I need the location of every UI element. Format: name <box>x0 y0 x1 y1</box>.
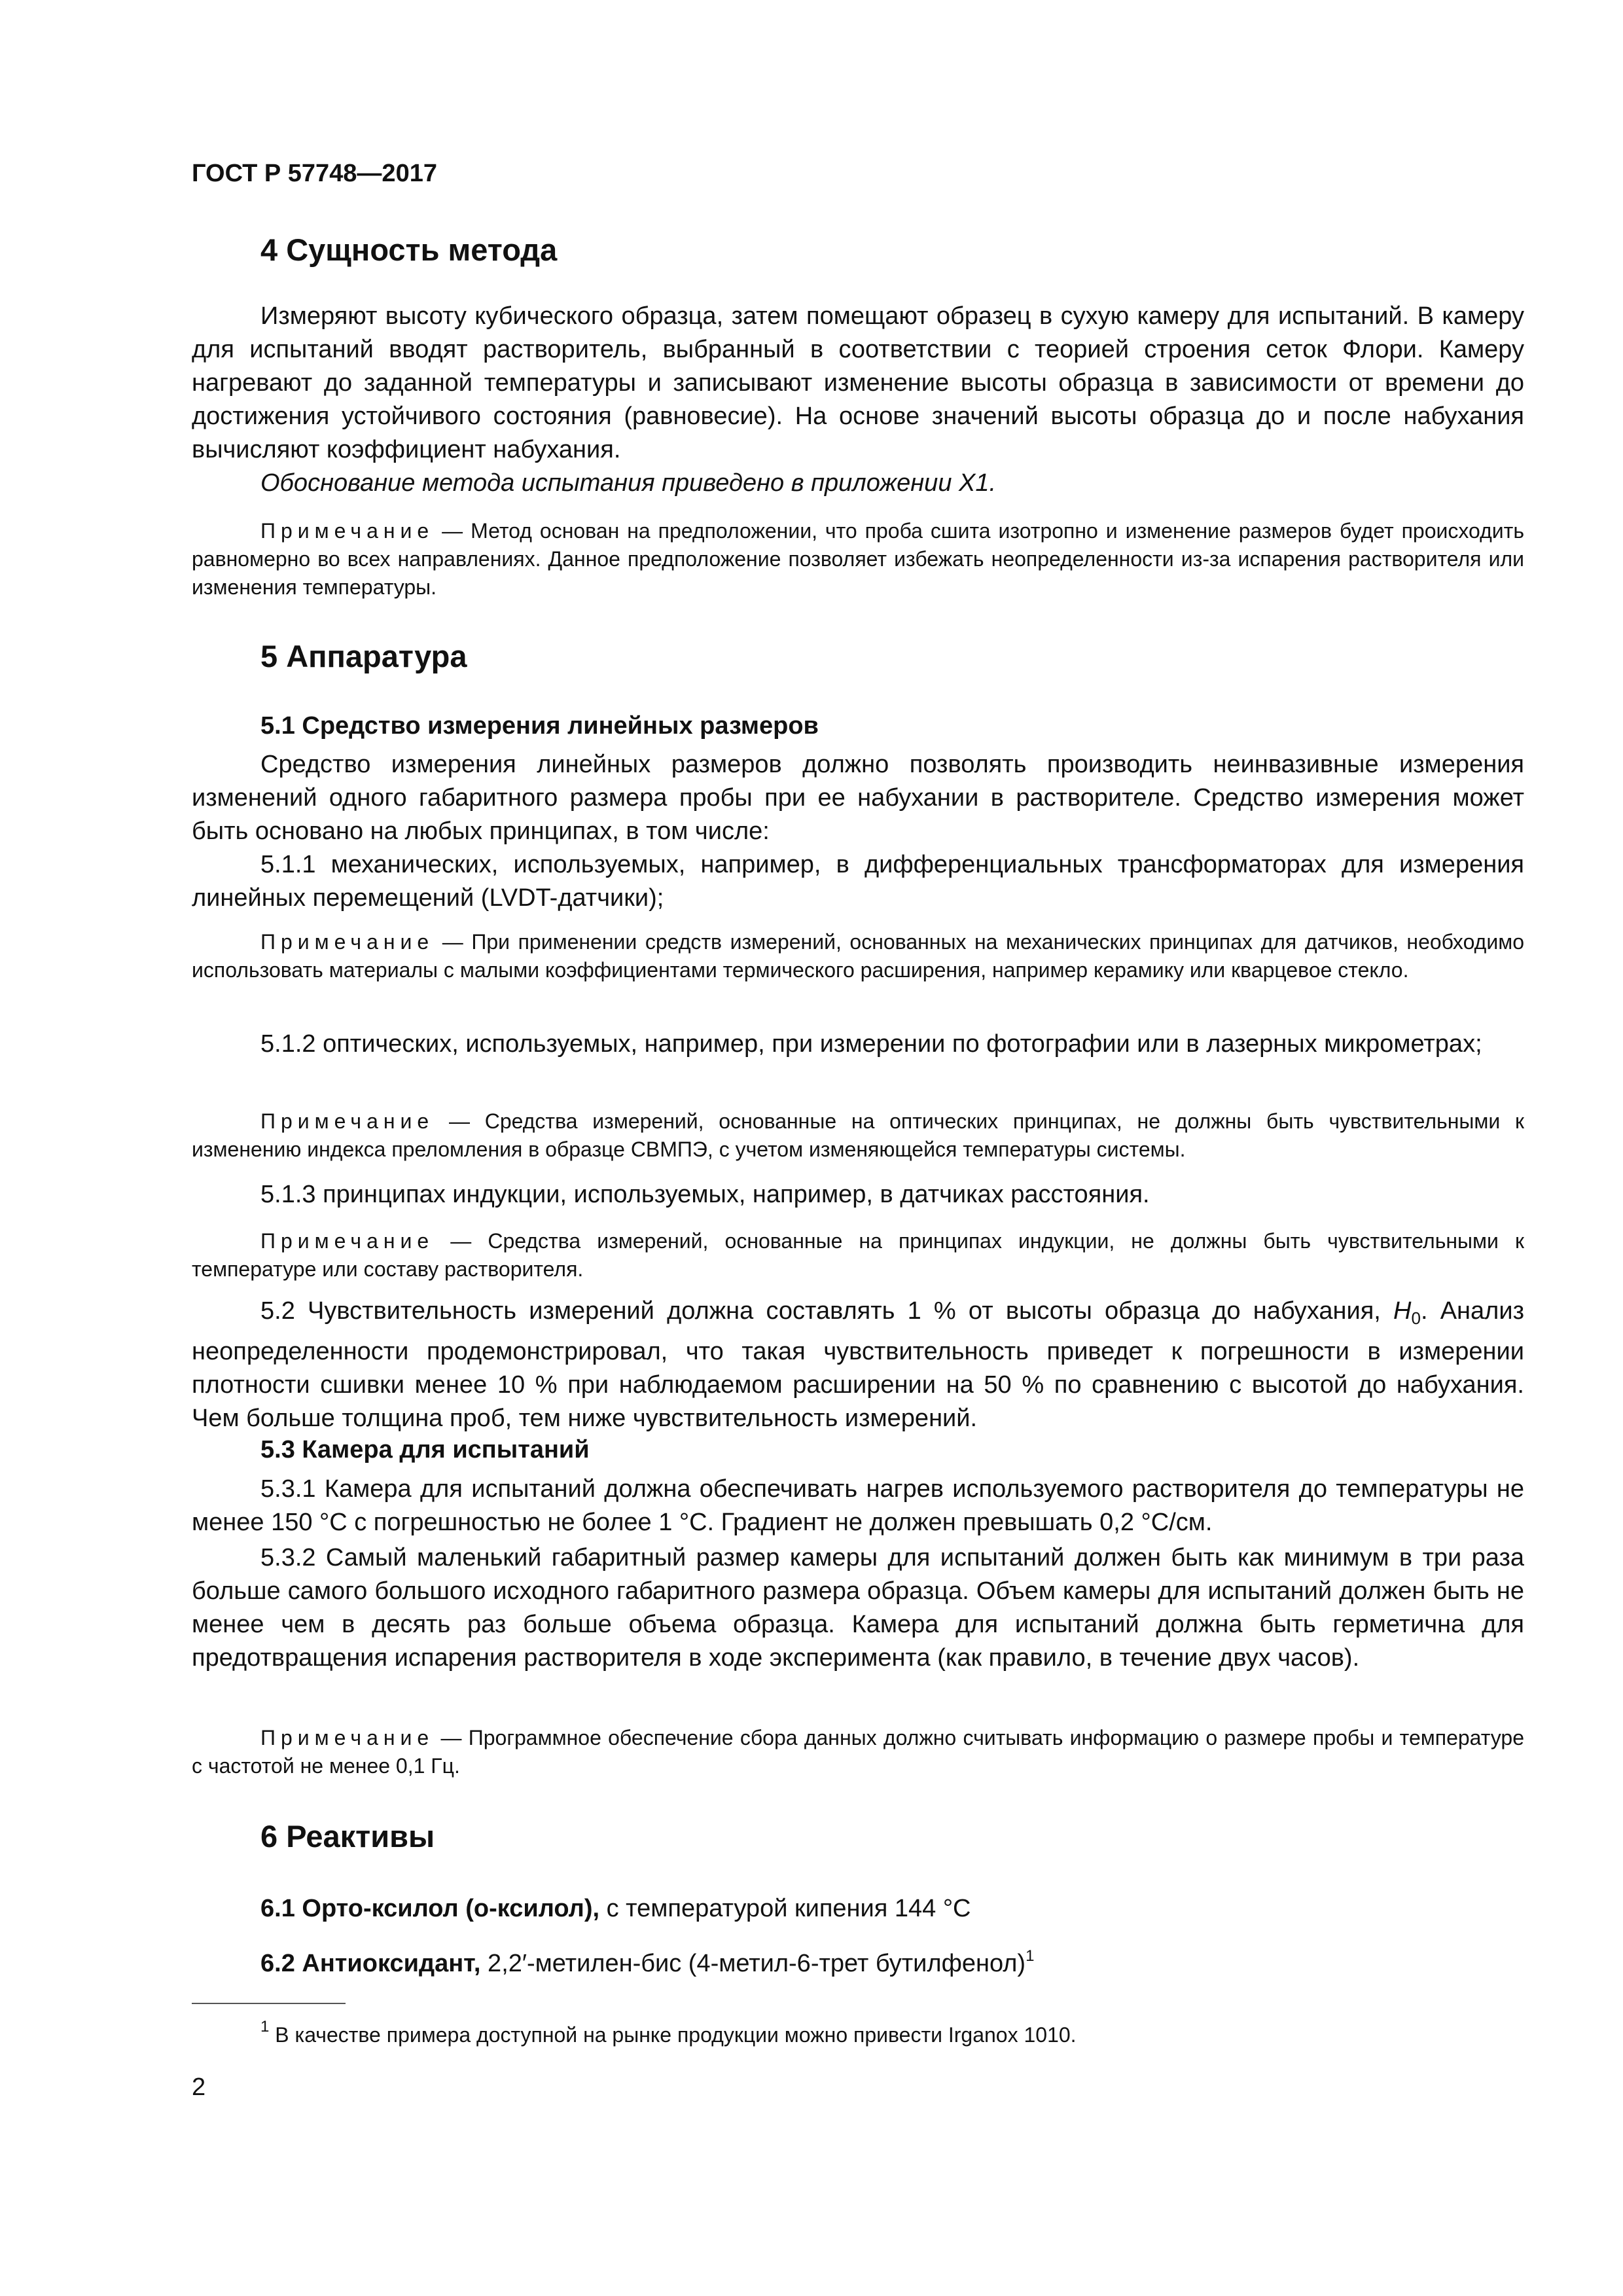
note-text: — Метод основан на предположении, что проба сшита изотропно и изменение размеров будет происходить равномерно во всех направлениях. Данное предположение позволяет избежать неопределенности из-за испарения растворителя или изменения температуры. <box>192 519 1524 599</box>
section-4-paragraph: Измеряют высоту кубического образца, затем помещают образец в сухую камеру для испытаний. В камеру для испытаний вводят растворитель, выбранный в соответствии с теорией строения сеток Флори. Камеру нагревают до заданной температуры и записывают изменение высоты образца в зависимости от времени до достижения устойчивого состояния (равновесие). На основе значений высоты образца до и после набухания вычисляют коэффициент набухания. <box>192 302 1524 463</box>
clause-5-2-end: . Анализ неопределенности продемонстрировал, что такая чувствительность приведет к погрешности в измерении плотности сшивки менее 10 % при наблюдаемом расширении на 50 % по сравнению с высотой до набухания. Чем больше толщина проб, тем ниже чувствительность измерений. <box>192 1297 1524 1432</box>
section-5-title: 5 Аппаратура <box>260 639 467 673</box>
clause-5-1-3: 5.1.3 принципах индукции, используемых, например, в датчиках расстояния. <box>260 1181 1150 1208</box>
clause-5-1-1-note <box>192 928 1524 984</box>
section-6-title: 6 Реактивы <box>260 1819 435 1854</box>
clause-5-3-2: 5.3.2 Самый маленький габаритный размер камеры для испытаний должен быть как минимум в три раза больше самого большого исходного габаритного размера образца. Объем камеры для испытаний должен быть не менее чем в десять раз больше объема образца. Камера для испытаний должна быть герметична для предотвращения испарения растворителя в ходе эксперимента (как правило, в течение двух часов). <box>192 1544 1524 1672</box>
footnote-mark: 1 <box>260 2018 270 2036</box>
note-label: Примечание <box>260 1726 435 1749</box>
clause-5-3-note <box>192 1724 1524 1780</box>
section-5-1-paragraph: Средство измерения линейных размеров должно позволять производить неинвазивные измерения изменений одного габаритного размера пробы при ее набухании в растворителе. Средство измерения может быть основано на любых принципах, в том числе: <box>192 751 1524 845</box>
clause-5-2 <box>192 1295 1524 1435</box>
section-4-justification: Обоснование метода испытания приведено в приложении X1. <box>260 469 997 497</box>
note-label: Примечание <box>260 1109 435 1133</box>
note-label: Примечание <box>260 1229 435 1253</box>
note-label: Примечание <box>260 519 435 543</box>
note-text: — Средства измерений, основанные на принципах индукции, не должны быть чувствительными к температуре или составу растворителя. <box>192 1229 1524 1281</box>
footnote-text: В качестве примера доступной на рынке продукции можно привести Irganox 1010. <box>269 2023 1077 2047</box>
note-text: — Средства измерений, основанные на оптических принципах, не должны быть чувствительными к изменению индекса преломления в образце СВМПЭ, с учетом изменяющейся температуры системы. <box>192 1109 1524 1161</box>
note-text: — Программное обеспечение сбора данных должно считывать информацию о размере пробы и температуре с частотой не менее 0,1 Гц. <box>192 1726 1524 1778</box>
item-6-1-name: 6.1 Орто-ксилол (о-ксилол), <box>260 1895 600 1922</box>
clause-5-1-1: 5.1.1 механических, используемых, например, в дифференциальных трансформаторах для измерения линейных перемещений (LVDT-датчики); <box>192 851 1524 912</box>
note-label: Примечание <box>260 930 435 954</box>
item-6-1-desc: с температурой кипения 144 °С <box>599 1895 971 1922</box>
page-number: 2 <box>192 2073 206 2101</box>
section-5-3-title: 5.3 Камера для испытаний <box>260 1436 590 1463</box>
item-6-2-desc: 2,2′-метилен-бис (4-метил-6-трет бутилфенол) <box>480 1950 1026 1977</box>
height-subscript: 0 <box>1411 1308 1421 1328</box>
footnote-separator <box>192 2003 346 2004</box>
section-5-1-title: 5.1 Средство измерения линейных размеров <box>260 712 819 740</box>
note-text: — При применении средств измерений, основанных на механических принципах для датчиков, необходимо использовать материалы с малыми коэффициентами термического расширения, например керамику или кварцевое стекло. <box>192 930 1524 982</box>
clause-5-2-start: 5.2 Чувствительность измерений должна составлять 1 % от высоты образца до набухания, <box>260 1297 1394 1325</box>
footnote <box>192 2013 1524 2049</box>
item-6-2 <box>260 1939 1524 1981</box>
section-4-note <box>192 517 1524 601</box>
item-6-1 <box>260 1892 1524 1926</box>
footnote-ref: 1 <box>1026 1947 1035 1965</box>
section-4-title: 4 Сущность метода <box>260 232 558 267</box>
height-symbol: H <box>1393 1297 1412 1325</box>
item-6-2-name: 6.2 Антиоксидант, <box>260 1950 481 1977</box>
clause-5-1-2: 5.1.2 оптических, используемых, например, при измерении по фотографии или в лазерных микрометрах; <box>260 1030 1482 1058</box>
clause-5-3-1: 5.3.1 Камера для испытаний должна обеспечивать нагрев используемого растворителя до температуры не менее 150 °С с погрешностью не более 1 °С. Градиент не должен превышать 0,2 °С/см. <box>192 1475 1524 1536</box>
document-code-header: ГОСТ Р 57748—2017 <box>192 160 437 187</box>
clause-5-1-3-note <box>192 1227 1524 1283</box>
clause-5-1-2-note <box>192 1107 1524 1164</box>
